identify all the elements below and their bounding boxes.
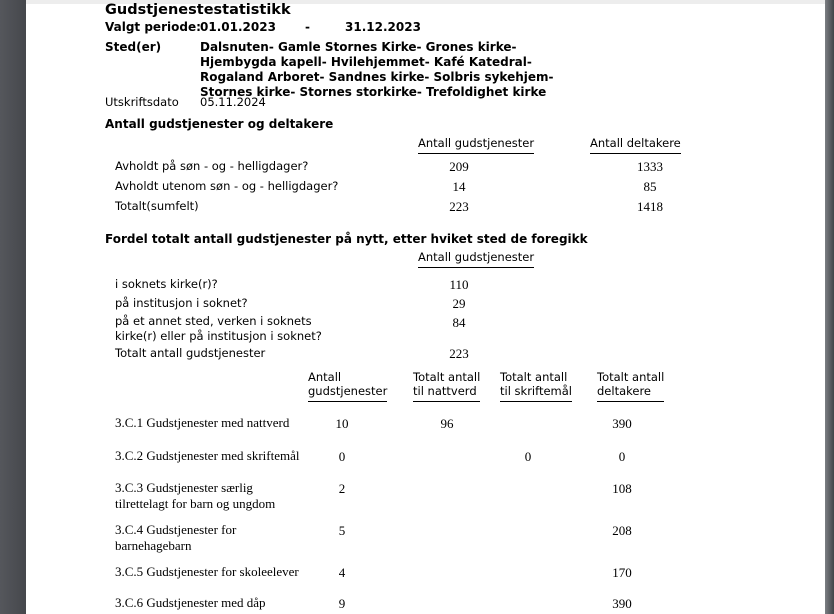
table-row	[0, 522, 834, 558]
table-row	[0, 158, 834, 175]
report-title: Gudstjenestestatistikk	[105, 2, 291, 18]
period-to: 31.12.2023	[345, 20, 421, 34]
column-header-services: Antall gudstjenester	[418, 136, 534, 154]
period-from: 01.01.2023	[200, 20, 276, 34]
row-label: Avholdt utenom søn - og - helligdager?	[115, 179, 339, 193]
participants-value: 390	[612, 596, 632, 611]
places-line: Hjembygda kapell- Hvilehjemmet- Kafé Katedral-	[200, 55, 532, 69]
participants-value: 0	[618, 449, 626, 464]
period-separator: -	[305, 20, 310, 34]
participants-value: 390	[612, 416, 632, 431]
participants-value: 108	[612, 481, 632, 496]
table-row	[0, 415, 834, 447]
column-header-services: Antall gudstjenester	[308, 370, 387, 402]
participants-value: 1333	[637, 159, 663, 174]
column-header-services: Antall gudstjenester	[418, 250, 534, 268]
services-value: 9	[338, 596, 346, 611]
row-label: 3.C.3 Gudstjenester særlig tilrettelagt for barn og ungdom	[115, 480, 276, 511]
services-value: 0	[338, 449, 346, 464]
services-value: 10	[335, 416, 349, 431]
services-value: 223	[449, 346, 469, 361]
places-line: Rogaland Arboret- Sandnes kirke- Solbris sykehjem-	[200, 70, 554, 84]
places-line: Dalsnuten- Gamle Stornes Kirke- Grones kirke-	[200, 40, 517, 54]
row-label: på institusjon i soknet?	[115, 296, 248, 310]
participants-value: 170	[612, 565, 632, 580]
services-value: 223	[449, 199, 469, 214]
row-label: 3.C.5 Gudstjenester for skoleelever	[115, 564, 299, 579]
services-value: 209	[449, 159, 469, 174]
places-line: Stornes kirke- Stornes storkirke- Trefoldighet kirke	[200, 85, 547, 99]
services-value: 14	[452, 179, 466, 194]
services-value: 84	[452, 315, 466, 330]
services-value: 110	[449, 277, 469, 292]
table-row	[0, 198, 834, 215]
table-row	[0, 345, 834, 362]
row-label: i soknets kirke(r)?	[115, 277, 218, 291]
table-row	[0, 276, 834, 293]
table-row	[0, 314, 834, 346]
participants-value: 85	[643, 179, 657, 194]
print-date-label: Utskriftsdato	[105, 95, 179, 109]
row-label: Avholdt på søn - og - helligdager?	[115, 159, 309, 173]
services-value: 29	[452, 296, 466, 311]
table-row	[0, 480, 834, 516]
row-label: 3.C.4 Gudstjenester for barnehagebarn	[115, 522, 237, 553]
column-header-participants: Antall deltakere	[590, 136, 681, 154]
section-totals-heading: Antall gudstjenester og deltakere	[105, 117, 334, 131]
row-label: 3.C.6 Gudstjenester med dåp	[115, 595, 266, 610]
services-value: 2	[338, 481, 346, 496]
column-header-participants-total: Totalt antall deltakere	[597, 370, 664, 402]
column-header-confession-total: Totalt antall til skriftemål	[500, 370, 572, 402]
places-label: Sted(er)	[105, 40, 162, 54]
communion-value: 96	[440, 416, 454, 431]
table-row	[0, 595, 834, 614]
section-by-place-heading: Fordel totalt antall gudstjenester på nytt, etter hviket sted de foregikk	[105, 232, 588, 246]
period-label: Valgt periode:	[105, 20, 201, 34]
table-row	[0, 295, 834, 312]
row-label: 3.C.2 Gudstjenester med skriftemål	[115, 448, 300, 463]
table-row	[0, 564, 834, 596]
print-date-value: 05.11.2024	[200, 95, 266, 109]
participants-value: 1418	[637, 199, 663, 214]
row-label: Totalt(sumfelt)	[115, 199, 199, 213]
row-label: Totalt antall gudstjenester	[115, 346, 266, 360]
services-value: 5	[338, 523, 346, 538]
table-row	[0, 448, 834, 480]
confession-value: 0	[524, 449, 532, 464]
table-row	[0, 178, 834, 195]
column-header-communion-total: Totalt antall til nattverd	[413, 370, 480, 402]
places-list	[200, 40, 554, 100]
participants-value: 208	[612, 523, 632, 538]
row-label: på et annet sted, verken i soknets kirke(r) eller på institusjon i soknet?	[115, 314, 322, 343]
services-value: 4	[338, 565, 346, 580]
row-label: 3.C.1 Gudstjenester med nattverd	[115, 415, 290, 430]
